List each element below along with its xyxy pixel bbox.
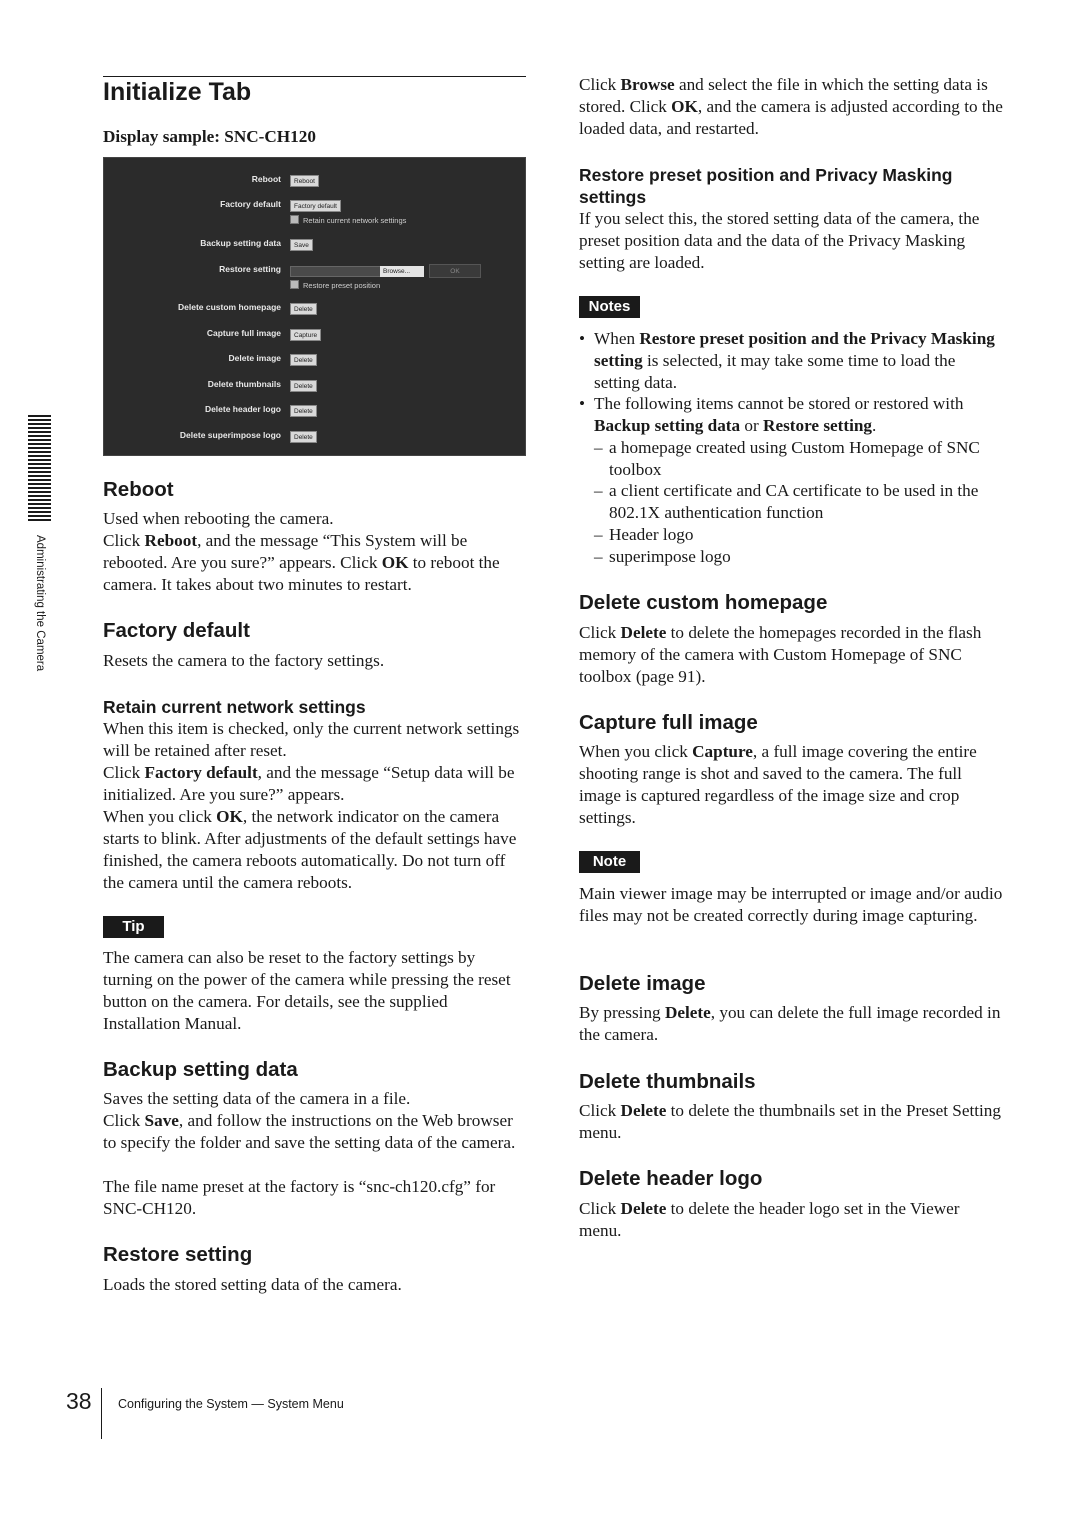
backup-heading: Backup setting data xyxy=(103,1058,298,1081)
footer-divider xyxy=(101,1388,102,1439)
restore-preset-text: If you select this, the stored setting data of the camera, the preset position data and the data of the Privacy Masking setting are loaded. xyxy=(579,209,980,272)
reboot-text-1: Used when rebooting the camera. xyxy=(103,509,334,528)
delete-thumbnails-text: Click Delete to delete the thumbnails set in the Preset Setting menu. xyxy=(579,1101,1001,1142)
shot-delete-image-button: Delete xyxy=(290,354,317,366)
shot-delete-header-button: Delete xyxy=(290,405,317,417)
shot-delete-custom-button: Delete xyxy=(290,303,317,315)
backup-text-2: Click Save, and follow the instructions on the Web browser to specify the folder and save the setting data of the camera. xyxy=(103,1111,516,1152)
delete-custom-text: Click Delete to delete the homepages recorded in the flash memory of the camera with Custom Homepage of SNC toolbox (page 91). xyxy=(579,623,982,686)
delete-custom-heading: Delete custom homepage xyxy=(579,591,828,614)
delete-thumbnails-heading: Delete thumbnails xyxy=(579,1070,756,1093)
note-text: Main viewer image may be interrupted or image and/or audio files may not be created correctly during image capturing. xyxy=(579,884,1003,925)
delete-image-heading: Delete image xyxy=(579,972,706,995)
shot-save-button: Save xyxy=(290,239,313,251)
tip-text: The camera can also be reset to the factory settings by turning on the power of the camera while pressing the reset button on the camera. For details, see the supplied Installation Manual. xyxy=(103,948,511,1033)
capture-text: When you click Capture, a full image covering the entire shooting range is shot and saved to the camera. The full image is captured regardless of the image size and crop settings. xyxy=(579,742,977,827)
shot-reboot-button: Reboot xyxy=(290,175,319,187)
shot-delete-thumbnails-button: Delete xyxy=(290,380,317,392)
shot-label-restore: Restore setting xyxy=(219,264,281,274)
shot-restore-checkbox: Restore preset position xyxy=(290,280,380,290)
footer-text: Configuring the System — System Menu xyxy=(118,1397,344,1411)
notes-label: Notes xyxy=(579,296,640,318)
restore-text-1: Loads the stored setting data of the camera. xyxy=(103,1275,402,1294)
tip-label: Tip xyxy=(103,916,164,938)
reboot-heading: Reboot xyxy=(103,478,174,501)
shot-label-thumbnails: Delete thumbnails xyxy=(207,379,281,389)
page-number: 38 xyxy=(66,1388,92,1414)
backup-text-1: Saves the setting data of the camera in a file. xyxy=(103,1089,411,1108)
delete-header-text: Click Delete to delete the header logo set in the Viewer menu. xyxy=(579,1199,960,1240)
retain-network-subheading: Retain current network settings xyxy=(103,697,366,717)
restore-cont-text: Click Browse and select the file in which the setting data is stored. Click OK, and the camera is adjusted according to the loaded data, and restarted. xyxy=(579,75,1003,138)
shot-factory-button: Factory default xyxy=(290,200,341,212)
shot-label-factory: Factory default xyxy=(220,199,281,209)
side-tab-text: Administrating the Camera xyxy=(34,535,46,672)
initialize-tab-screenshot xyxy=(103,157,526,456)
page-title: Initialize Tab xyxy=(103,78,252,106)
capture-heading: Capture full image xyxy=(579,711,758,734)
restore-preset-subheading: Restore preset position and Privacy Masking settings xyxy=(579,165,953,207)
shot-label-superimpose: Delete superimpose logo xyxy=(179,430,281,440)
display-sample-caption: Display sample: SNC-CH120 xyxy=(103,127,316,146)
shot-label-capture: Capture full image xyxy=(206,328,281,338)
factory-text-2: When this item is checked, only the current network settings will be retained after reset. xyxy=(103,719,520,760)
note-label: Note xyxy=(579,851,640,873)
shot-label-delete-image: Delete image xyxy=(228,353,281,363)
shot-label-reboot: Reboot xyxy=(251,174,281,184)
title-rule xyxy=(103,76,526,77)
shot-capture-button: Capture xyxy=(290,329,321,341)
delete-image-text: By pressing Delete, you can delete the full image recorded in the camera. xyxy=(579,1003,1001,1044)
restore-heading: Restore setting xyxy=(103,1243,253,1266)
reboot-text-2: Click Reboot, and the message “This System will be rebooted. Are you sure?” appears. Click OK to reboot the camera. It takes about two minutes to restart. xyxy=(103,531,500,594)
shot-label-custom: Delete custom homepage xyxy=(178,302,281,312)
shot-delete-superimpose-button: Delete xyxy=(290,431,317,443)
shot-ok-button: OK xyxy=(429,264,481,278)
factory-text-4: When you click OK, the network indicator on the camera starts to blink. After adjustments of the default settings have finished, the camera reboots automatically. Do not turn off the camera until the camera reboots. xyxy=(103,807,517,892)
backup-text-3: The file name preset at the factory is “snc-ch120.cfg” for SNC-CH120. xyxy=(103,1177,496,1218)
delete-header-heading: Delete header logo xyxy=(579,1167,763,1190)
shot-label-header-logo: Delete header logo xyxy=(204,404,281,414)
factory-text-1: Resets the camera to the factory settings. xyxy=(103,651,385,670)
shot-retain-checkbox: Retain current network settings xyxy=(290,215,406,225)
shot-browse-button: Browse... xyxy=(380,266,424,277)
shot-label-backup: Backup setting data xyxy=(200,238,281,248)
factory-text-3: Click Factory default, and the message “Setup data will be initialized. Are you sure?” appears. xyxy=(103,763,515,804)
side-tab-marker xyxy=(28,415,51,521)
factory-default-heading: Factory default xyxy=(103,619,250,642)
